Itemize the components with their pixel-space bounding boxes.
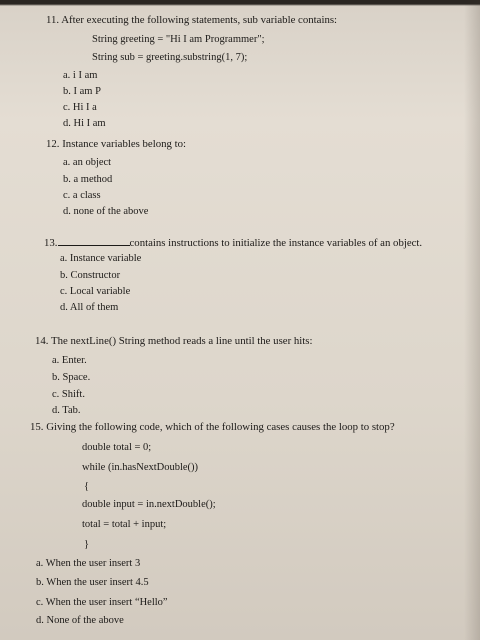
question-13-option-a: a. Instance variable (60, 253, 142, 264)
question-11-option-b: b. I am P (63, 86, 101, 97)
question-13-prompt-text: contains instructions to initialize the instance variables of an object. (129, 237, 423, 249)
answer-blank (58, 236, 130, 246)
question-14-option-b: b. Space. (52, 372, 91, 383)
question-15-code-line: total = total + input; (82, 519, 167, 530)
question-13-option-b: b. Constructor (60, 270, 121, 281)
question-15-code-line: double total = 0; (82, 442, 152, 453)
question-12-option-c: c. a class (63, 190, 101, 201)
question-15-option-d: d. None of the above (36, 615, 124, 626)
question-15-option-c: c. When the user insert “Hello” (36, 597, 168, 608)
question-15-code-line: } (84, 539, 90, 550)
question-13-prompt (44, 236, 422, 250)
question-13-option-c: c. Local variable (60, 286, 131, 297)
question-15-code-line: while (in.hasNextDouble()) (82, 462, 199, 473)
question-11-code-line: String sub = greeting.substring(1, 7); (92, 52, 248, 63)
question-13-number: 13. (44, 237, 58, 249)
question-14-option-a: a. Enter. (52, 355, 87, 366)
question-15-option-a: a. When the user insert 3 (36, 558, 141, 569)
question-15-code-line: double input = in.nextDouble(); (82, 499, 216, 510)
question-11-code-line: String greeting = "Hi I am Programmer"; (92, 34, 265, 45)
question-13-option-d: d. All of them (60, 302, 119, 313)
question-11-option-a: a. i I am (63, 70, 98, 81)
question-12-option-d: d. none of the above (63, 206, 149, 217)
question-11-option-c: c. Hi I a (63, 102, 97, 113)
question-11-prompt: 11. After executing the following statements, sub variable contains: (46, 14, 338, 26)
question-14-option-c: c. Shift. (52, 389, 85, 400)
question-12-prompt: 12. Instance variables belong to: (46, 138, 187, 150)
question-15-prompt: 15. Giving the following code, which of the following cases causes the loop to stop? (30, 421, 395, 433)
question-15-option-b: b. When the user insert 4.5 (36, 577, 149, 588)
question-12-option-a: a. an object (63, 157, 112, 168)
question-14-prompt: 14. The nextLine() String method reads a line until the user hits: (35, 335, 313, 347)
question-12-option-b: b. a method (63, 174, 113, 185)
page-shadow (464, 0, 480, 640)
question-15-code-line: { (84, 481, 90, 492)
question-14-option-d: d. Tab. (52, 405, 81, 416)
question-11-option-d: d. Hi I am (63, 118, 106, 129)
